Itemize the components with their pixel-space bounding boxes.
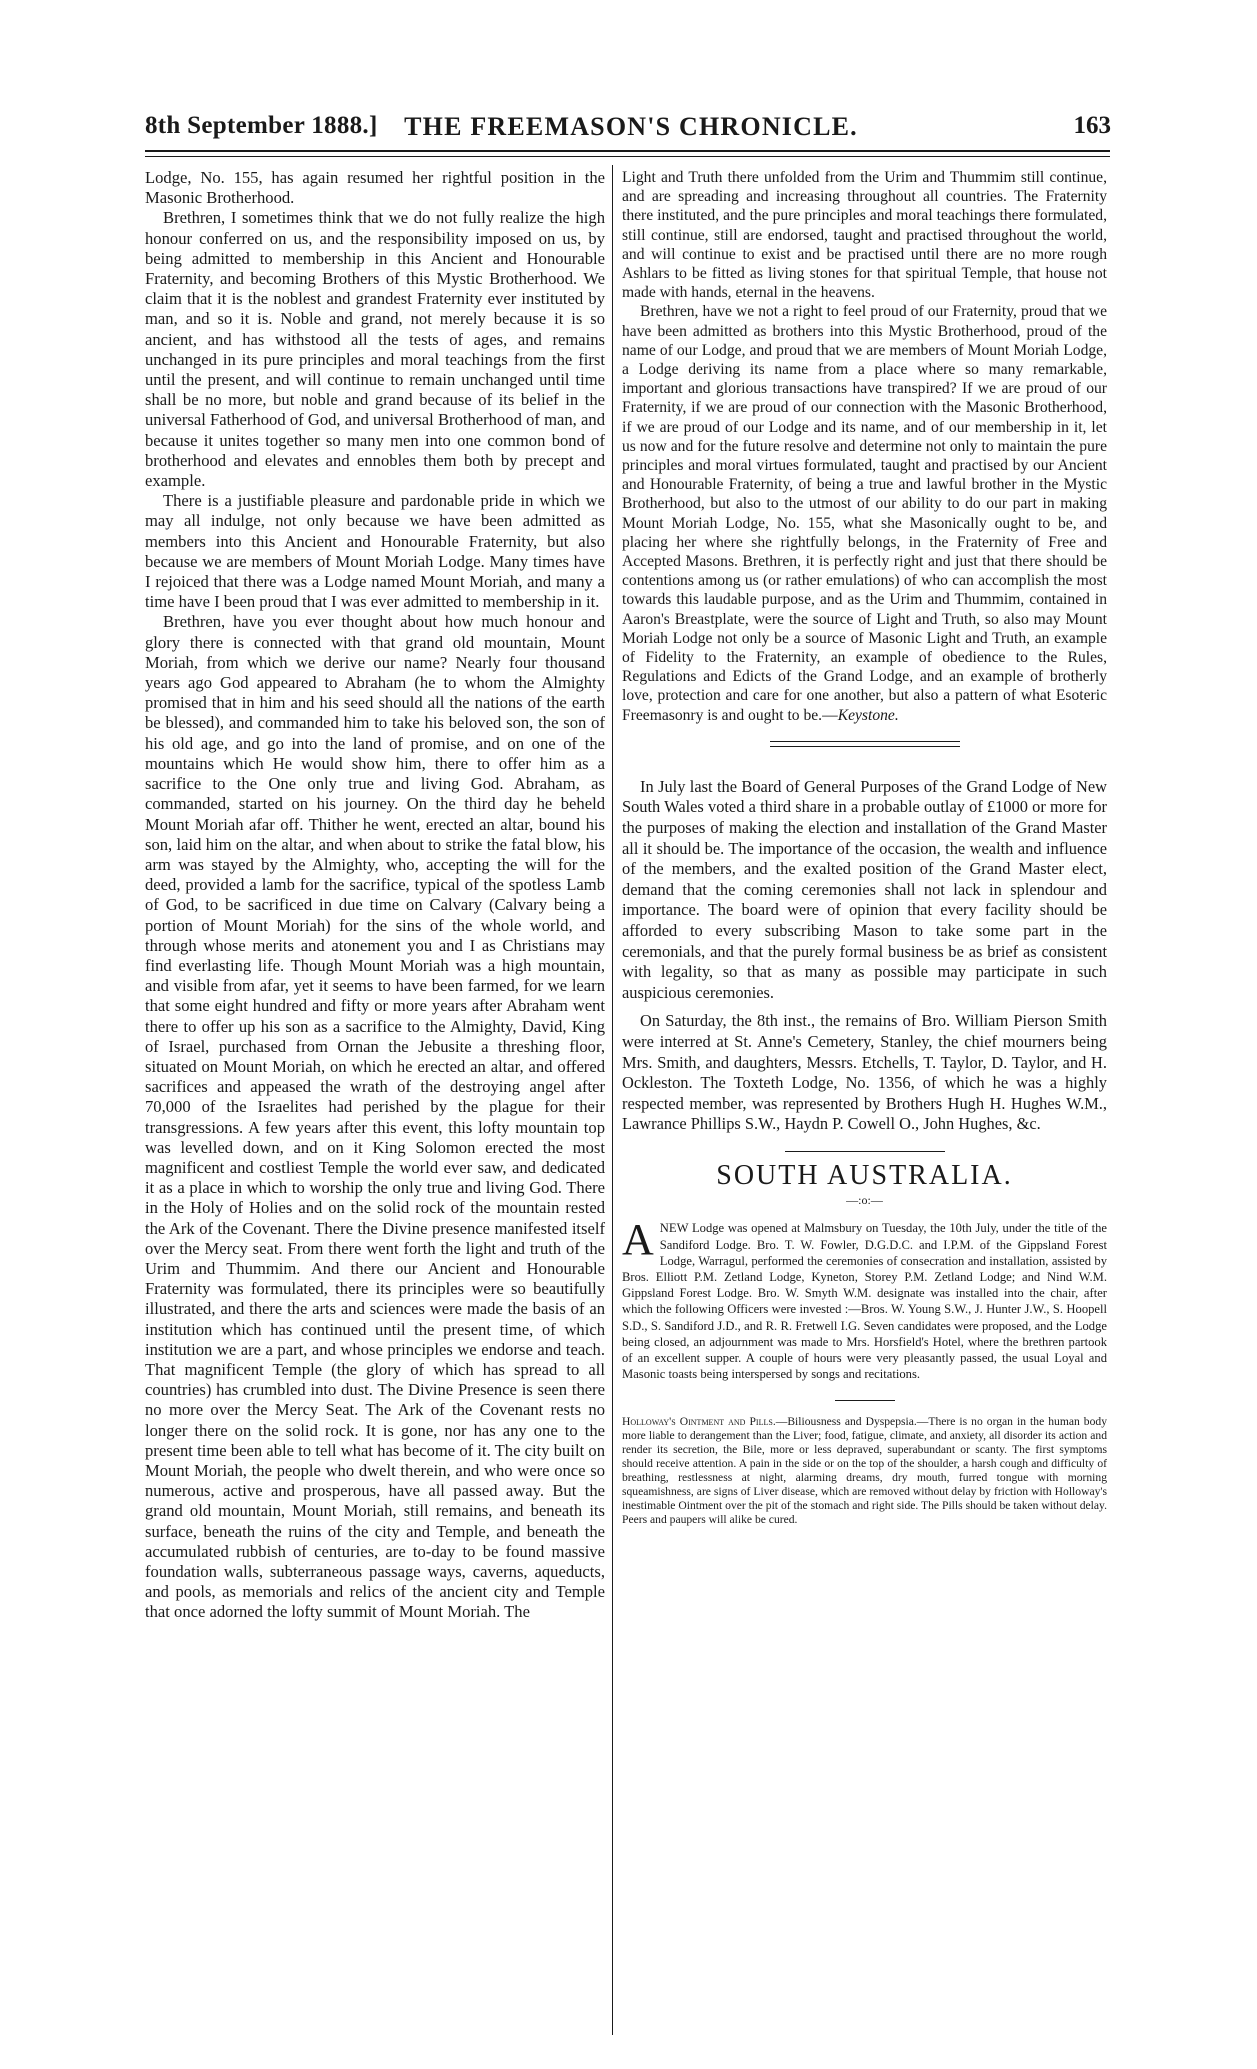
header-rule [145, 150, 1110, 157]
drop-cap: A [622, 1215, 654, 1265]
left-column [145, 168, 605, 1623]
advertisement [622, 1415, 1107, 1527]
issue-date: 8th September 1888.] [145, 112, 378, 139]
article-paragraph-text: Brethren, have we not a right to feel proud of our Fraternity, proud that we have been admitted as brothers into this Mystic Brotherhood, proud of the name of our Lodge, and proud that we are members of Mount Moriah Lodge, a Lodge deriving its name from a place where so many remarkable, important and glorious transactions have transpired? If we are proud of our Fraternity, if we are proud of our connection with the Masonic Brotherhood, if we are proud of our Lodge and its name, and of our membership in it, let us now and for the future resolve and determine not only to maintain the pure principles and moral virtues formulated, taught and practised by our Ancient and Honourable Fraternity, of being a true and lawful brother in the Mystic Brotherhood, but also to the utmost of our ability to do our part in making Mount Moriah Lodge, No. 155, what she Masonically ought to be, and placing her where she rightfully belongs, in the Fraternity of Free and Accepted Masons. Brethren, it is perfectly right and just that there should be contentions among us (or rather emulations) of who can accomplish the most towards this laudable purpose, and as the Urim and Thummim, contained in Aaron's Breastplate, were the source of Light and Truth, so also may Mount Moriah Lodge not only be a source of Masonic Light and Truth, an example of Fidelity to the Fraternity, an example of obedience to the Rules, Regulations and Edicts of the Grand Lodge, and an example of brotherly love, protection and care for one another, but also a pattern of what Esoteric Freemasonry is and ought to be.— [622, 303, 1107, 724]
article-paragraph: Brethren, have you ever thought about how much honour and glory there is connected with that grand old mountain, Mount Moriah, from which we derive our name? Nearly four thousand years ago God appeared to Abraham (he to whom the Almighty promised that in him and his seed should all the nations of the earth be blessed), and commanded him to take his beloved son, the son of his old age, and go into the land of promise, and on one of the mountains which He would show him, there to offer him as a sacrifice to the One only true and living God. Abraham, as commanded, started on his journey. On the third day he beheld Mount Moriah afar off. Thither he went, erected an altar, bound his son, laid him on the altar, and when about to strike the fatal blow, his arm was stayed by the Almighty, who, accepting the will for the deed, provided a lamb for the sacrifice, typical of the spotless Lamb of God, to be sacrificed in due time on Calvary (Calvary being a portion of Mount Moriah) for the sins of the whole world, and through whose merits and atonement you and I as Christians may find everlasting life. Though Mount Moriah was a high mountain, and visible from afar, yet it seems to have been farmed, for we learn that some eight hundred and fifty or more years after Abraham went there to offer up his son as a sacrifice to the Almighty, David, King of Israel, purchased from Ornan the Jebusite a threshing floor, situated on Mount Moriah, on which he erected an altar, and offered sacrifices and appeased the wrath of the destroying angel after 70,000 of the Israelites had perished by the plague for their transgressions. A few years after this event, this lofty mountain top was levelled down, and on it King Solomon erected the most magnificent and costliest Temple the world ever saw, and dedicated it as a place in which to worship the only true and living God. There in the Holy of Holies and on the solid rock of the mountain rested the Ark of the Covenant. There the Divine presence manifested itself over the Mercy seat. From there went forth the light and truth of the Urim and Thummim. And there our Ancient and Honourable Fraternity was formulated, there its principles were so beautifully illustrated, and there the arts and sciences were made the basis of an institution which has continued until the present time, of which institution we are a part, and whose principles we endorse and teach. That magnificent Temple (the glory of which has spread to all countries) has crumbled into dust. The Divine Presence is seen there no more over the Mercy Seat. The Ark of the Covenant rests no longer there on the solid rock. It is gone, nor has any one to the present time been able to tell what has become of it. The city built on Mount Moriah, the people who dwelt therein, and who were once so numerous, active and prosperous, have all passed away. But the grand old mountain, Mount Moriah, still remains, and beneath its surface, beneath the ruins of the city and Temple, and beneath the accumulated rubbish of centuries, are to-day to be found massive foundation walls, subterraneous passage ways, caverns, aqueducts, and pools, as memorials and relics of the ancient city and Temple that once adorned the lofty summit of Mount Moriah. The [145, 612, 605, 1622]
article-paragraph-final [622, 302, 1107, 724]
article-paragraph: Lodge, No. 155, has again resumed her rightful position in the Masonic Brotherhood. [145, 168, 605, 208]
section-body [622, 1215, 1107, 1382]
section-body-text: NEW Lodge was opened at Malmsbury on Tuesday, the 10th July, under the title of the Sandiford Lodge. Bro. T. W. Fowler, D.G.D.C. and I.P.M. of the Gippsland Forest Lodge, Warragul, performed the ceremonies of consecration and installation, assisted by Bros. Elliott P.M. Zetland Lodge, Kyneton, Storey P.M. Zetland Lodge; and Nind W.M. Gippsland Forest Lodge. Bro. W. Smyth W.M. designate was installed into the chair, after which the following Officers were invested :—Bros. W. Young S.W., J. Hunter J.W., S. Hoopell S.D., S. Sandiford J.D., and R. R. Fretwell I.G. Seven candidates were proposed, and the Lodge being closed, an adjournment was made to Mrs. Horsfield's Hotel, where the brethren partook of an excellent supper. A couple of hours were very pleasantly passed, the usual Loyal and Masonic toasts being interspersed by songs and recitations. [622, 1221, 1107, 1382]
advert-body: —Biliousness and Dyspepsia.—There is no organ in the human body more liable to derangement than the Liver; food, fatigue, climate, and anxiety, all disorder its action and render its secretion, the Bile, more or less depraved, superabundant or scanty. The first symptoms should receive attention. A pain in the side or on the top of the shoulder, a harsh cough and difficulty of breathing, restlessness at night, alarming dreams, dry mouth, furred tongue with morning squeamishness, are signs of Liver disease, which are removed without delay by friction with Holloway's inestimable Ointment over the pit of the stomach and right side. The Pills should be taken without delay. Peers and paupers will alike be cured. [622, 1415, 1107, 1527]
news-items [622, 777, 1107, 1135]
advert-title: Holloway's Ointment and Pills. [622, 1415, 776, 1429]
masthead [145, 112, 1117, 152]
publication-title: THE FREEMASON'S CHRONICLE. [404, 112, 858, 141]
section-separator [785, 1151, 945, 1152]
article-paragraph: Light and Truth there unfolded from the Urim and Thummim still continue, and are spreading and increasing throughout all countries. The Fraternity there instituted, and the pure principles and moral teachings there formulated, still continue, still are endorsed, taught and practised throughout the world, and will continue to exist and be practised until there are no more rough Ashlars to be fitted as living stones for that spiritual Temple, that house not made with hands, eternal in the heavens. [622, 169, 1107, 302]
column-divider [612, 165, 613, 2035]
article-paragraph: Brethren, I sometimes think that we do not fully realize the high honour conferred on us, and the responsibility imposed on us, by being admitted to membership in this Ancient and Honourable Fraternity, and becoming Brothers of this Mystic Brotherhood. We claim that it is the noblest and grandest Fraternity ever instituted by man, and so it is. Noble and grand, not merely because it is so ancient, and has withstood all the tests of ages, and remains unchanged in its pure principles and moral teachings from the first until the present, and will continue to remain unchanged until time shall be no more, but noble and grand because of its belief in the universal Fatherhood of God, and universal Brotherhood of man, and because it unites together so many men into one common bond of brotherhood and elevates and ennobles them both by precept and example. [145, 208, 605, 491]
page-number: 163 [1073, 112, 1111, 139]
article-separator [770, 741, 960, 747]
section-heading: SOUTH AUSTRALIA. [716, 1159, 1013, 1191]
source-credit: Keystone. [837, 706, 899, 724]
spacer [622, 1003, 1107, 1011]
news-paragraph: On Saturday, the 8th inst., the remains of Bro. William Pierson Smith were interred at St. Anne's Cemetery, Stanley, the chief mourners being Mrs. Smith, and daughters, Messrs. Etchells, T. Taylor, D. Taylor, and H. Ockleston. The Toxteth Lodge, No. 1356, of which he was a highly respected member, was represented by Brothers Hugh H. Hughes W.M., Lawrance Phillips S.W., Haydn P. Cowell O., John Hughes, &c. [622, 1011, 1107, 1134]
right-column [622, 168, 1107, 1527]
section-subheading: —:o:— [846, 1193, 883, 1208]
news-paragraph: In July last the Board of General Purposes of the Grand Lodge of New South Wales voted a third share in a probable outlay of £1000 or more for the purposes of making the election and installation of the Grand Master all it should be. The importance of the occasion, the wealth and influence of the members, and the exalted position of the Grand Master elect, demand that the coming ceremonies shall not lack in splendour and importance. The board were of opinion that every facility should be afforded to every subscribing Mason to take some part in the ceremonials, and that the purely formal business be as brief as consistent with legality, so that as many as possible may participate in such auspicious ceremonies. [622, 776, 1107, 1002]
advert-separator [835, 1400, 895, 1401]
article-paragraph: There is a justifiable pleasure and pardonable pride in which we may all indulge, not only because we have been admitted as members into this Ancient and Honourable Fraternity, but also because we are members of Mount Moriah Lodge. Many times have I rejoiced that there was a Lodge named Mount Moriah, and many a time have I been proud that I was ever admitted to membership in it. [145, 491, 605, 612]
